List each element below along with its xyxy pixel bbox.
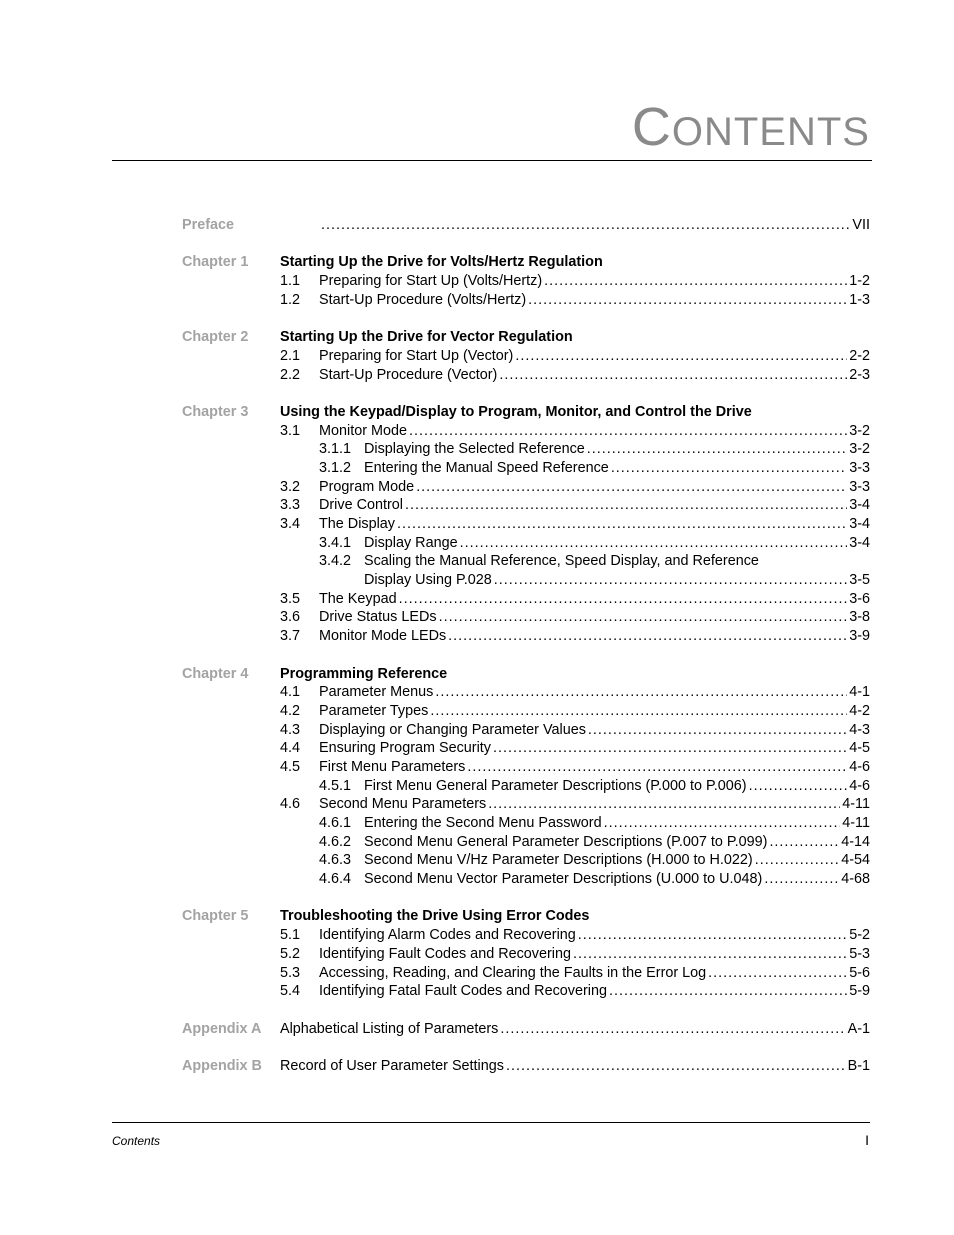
toc-entry[interactable]	[182, 721, 870, 740]
toc-section-number: 3.4	[280, 516, 301, 532]
toc-entry-title: The Keypad	[319, 590, 397, 607]
toc-section-number: 3.4.2	[319, 553, 352, 570]
toc-section-number: 4.6.3	[319, 852, 352, 869]
toc-entry-title: Entering the Second Menu Password	[364, 815, 602, 831]
footer-section-name: Contents	[112, 1134, 161, 1148]
toc-section-number: 5.1	[280, 927, 301, 944]
toc-entry[interactable]	[182, 478, 870, 497]
toc-dot-leader	[749, 777, 848, 796]
toc-page-number: 4-5	[849, 740, 870, 757]
toc-entry[interactable]	[182, 571, 870, 590]
toc-section-number: 4.6.2	[319, 833, 352, 850]
toc-entry[interactable]	[182, 1057, 870, 1076]
toc-entry[interactable]	[182, 739, 870, 758]
toc-section-label: Preface	[182, 217, 235, 233]
toc-chapter-title: Using the Keypad/Display to Program, Monitor, and Control the Drive	[280, 403, 752, 420]
toc-entry-title: Parameter Types	[319, 702, 429, 719]
toc-section-number: 3.1	[280, 422, 301, 439]
toc-dot-leader	[528, 291, 847, 310]
toc-page-number: 5-9	[849, 983, 870, 1000]
toc-entry-title: Start-Up Procedure (Vector)	[319, 366, 498, 383]
toc-entry-title: Identifying Fault Codes and Recovering	[319, 945, 571, 962]
toc-dot-leader	[493, 739, 847, 758]
toc-page-number: 2-3	[849, 366, 870, 383]
toc-spacer	[182, 889, 870, 908]
toc-dot-leader	[435, 683, 847, 702]
toc-section-number: 4.4	[280, 740, 301, 757]
toc-entry[interactable]	[182, 1020, 870, 1039]
toc-entry[interactable]	[182, 291, 870, 310]
toc-section-number: 1.1	[280, 273, 301, 290]
toc-page-number: 3-2	[849, 441, 870, 458]
footer-page-number: I	[865, 1132, 869, 1148]
toc-entry-title: Monitor Mode LEDs	[319, 628, 447, 645]
toc-page-number: 3-2	[849, 422, 870, 439]
toc-entry-title: Second Menu General Parameter Descriptions (P.007 to P.099)	[364, 833, 768, 850]
toc-section-number: 4.3	[280, 721, 301, 738]
toc-entry-title: Second Menu V/Hz Parameter Descriptions (H.000 to H.022)	[364, 852, 753, 869]
toc-dot-leader	[460, 534, 848, 553]
toc-page-number: A-1	[847, 1020, 870, 1037]
toc-page-number: 1-3	[849, 291, 870, 308]
toc-section-number: 5.2	[280, 945, 301, 962]
toc-entry-title: Second Menu Vector Parameter Descriptions (U.000 to U.048)	[364, 871, 763, 888]
toc-entry[interactable]	[182, 683, 870, 702]
toc-entry[interactable]	[182, 795, 870, 814]
toc-entry-title: Drive Control	[319, 497, 403, 514]
toc-dot-leader	[448, 627, 847, 646]
toc-entry[interactable]	[182, 964, 870, 983]
toc-entry[interactable]	[182, 347, 870, 366]
toc-chapter-heading	[182, 328, 870, 347]
toc-page-number: 3-6	[849, 590, 870, 607]
toc-section-number: 3.2	[280, 478, 301, 495]
toc-entry[interactable]	[182, 627, 870, 646]
toc-entry-title: Program Mode	[319, 478, 415, 495]
toc-section-number: 3.6	[280, 609, 301, 626]
toc-chapter-heading	[182, 907, 870, 926]
toc-section-number: 3.7	[280, 628, 301, 645]
toc-chapter-title: Starting Up the Drive for Vector Regulation	[280, 329, 573, 346]
toc-section-number: 5.3	[280, 964, 301, 981]
toc-dot-leader	[544, 272, 847, 291]
toc-entry[interactable]	[182, 702, 870, 721]
toc-entry-title: Display Range	[364, 534, 458, 551]
toc-dot-leader	[499, 366, 847, 385]
toc-entry[interactable]	[182, 758, 870, 777]
toc-page-number: 5-3	[849, 945, 870, 962]
toc-entry[interactable]	[182, 945, 870, 964]
toc-entry-title: Displaying or Changing Parameter Values	[319, 721, 586, 738]
toc-page-number: 1-2	[849, 273, 870, 290]
toc-dot-leader	[399, 590, 848, 609]
toc-entry-title: The Display	[319, 516, 395, 532]
toc-dot-leader	[439, 608, 848, 627]
toc-section-number: 3.4.1	[319, 534, 352, 551]
toc-page-number: 4-6	[849, 777, 870, 794]
toc-dot-leader	[515, 347, 847, 366]
toc-spacer	[182, 646, 870, 665]
toc-page-number: 4-14	[841, 833, 870, 850]
toc-entry[interactable]	[182, 496, 870, 515]
toc-entry-title: First Menu Parameters	[319, 758, 466, 775]
toc-entry-title: Parameter Menus	[319, 684, 434, 701]
toc-spacer	[182, 309, 870, 328]
toc-dot-leader	[430, 702, 847, 721]
toc-entry	[182, 552, 870, 571]
toc-spacer	[182, 1038, 870, 1057]
toc-entry[interactable]	[182, 459, 870, 478]
table-of-contents	[182, 216, 870, 1076]
toc-dot-leader	[708, 964, 847, 983]
toc-entry[interactable]	[182, 851, 870, 870]
toc-page-number: 3-3	[849, 459, 870, 476]
toc-section-number: 1.2	[280, 291, 301, 308]
toc-section-label: Chapter 4	[182, 665, 249, 682]
toc-entry-title: Preparing for Start Up (Volts/Hertz)	[319, 273, 543, 290]
toc-entry-title: Monitor Mode	[319, 422, 407, 439]
toc-section-label: Appendix B	[182, 1057, 262, 1074]
title-initial: C	[631, 97, 672, 157]
toc-section-number: 4.1	[280, 684, 301, 701]
toc-page-number: B-1	[847, 1057, 870, 1074]
toc-dot-leader	[587, 440, 847, 459]
toc-dot-leader	[611, 459, 847, 478]
toc-chapter-title: Programming Reference	[280, 665, 448, 682]
toc-page-number: 3-4	[849, 534, 870, 551]
toc-entry[interactable]	[182, 422, 870, 441]
toc-entry-title: Record of User Parameter Settings	[280, 1057, 504, 1074]
toc-dot-leader	[764, 870, 839, 889]
toc-section-number: 4.5	[280, 758, 301, 775]
toc-section-label: Chapter 3	[182, 403, 249, 420]
toc-entry-title: Scaling the Manual Reference, Speed Display, and Reference	[364, 553, 759, 570]
toc-entry[interactable]	[182, 608, 870, 627]
toc-page-number: 4-68	[841, 871, 870, 888]
title-divider	[112, 160, 872, 161]
toc-page-number: 4-54	[841, 852, 870, 869]
toc-page-number: 4-2	[849, 702, 870, 719]
toc-spacer	[182, 235, 870, 254]
toc-section-label: Appendix A	[182, 1020, 262, 1037]
toc-dot-leader	[467, 758, 847, 777]
toc-entry[interactable]	[182, 366, 870, 385]
toc-entry[interactable]	[182, 272, 870, 291]
page-title	[631, 97, 870, 157]
toc-entry[interactable]	[182, 534, 870, 553]
title-rest: ONTENTS	[671, 110, 870, 154]
footer-divider	[112, 1122, 870, 1123]
toc-dot-leader	[494, 571, 847, 590]
toc-dot-leader	[604, 814, 841, 833]
toc-section-label: Chapter 2	[182, 329, 249, 346]
toc-chapter-heading	[182, 403, 870, 422]
toc-entry-title: Accessing, Reading, and Clearing the Faults in the Error Log	[319, 964, 707, 981]
toc-dot-leader	[573, 945, 847, 964]
toc-page-number: 4-6	[849, 758, 870, 775]
toc-entry-title: Alphabetical Listing of Parameters	[280, 1020, 499, 1037]
toc-section-number: 4.6	[280, 796, 301, 813]
toc-spacer	[182, 384, 870, 403]
toc-entry[interactable]	[182, 440, 870, 459]
toc-section-number: 2.2	[280, 366, 301, 383]
toc-section-number: 4.2	[280, 702, 301, 719]
toc-chapter-title: Starting Up the Drive for Volts/Hertz Regulation	[280, 254, 603, 271]
toc-dot-leader	[769, 833, 839, 852]
toc-page-number: 4-3	[849, 721, 870, 738]
toc-section-label: Chapter 5	[182, 908, 249, 925]
toc-entry-title: Displaying the Selected Reference	[364, 441, 585, 458]
toc-entry[interactable]	[182, 926, 870, 945]
toc-section-number: 3.1.2	[319, 459, 352, 476]
toc-entry[interactable]	[182, 216, 870, 235]
toc-dot-leader	[609, 982, 847, 1001]
toc-dot-leader	[416, 478, 847, 497]
toc-section-label: Chapter 1	[182, 254, 249, 271]
toc-section-number: 3.1.1	[319, 441, 352, 458]
toc-entry-title: Start-Up Procedure (Volts/Hertz)	[319, 291, 527, 308]
toc-spacer	[182, 1001, 870, 1020]
toc-dot-leader	[321, 216, 850, 235]
toc-chapter-title: Troubleshooting the Drive Using Error Codes	[280, 908, 590, 925]
toc-entry-title: Drive Status LEDs	[319, 609, 437, 626]
toc-dot-leader	[755, 851, 839, 870]
toc-entry[interactable]	[182, 777, 870, 796]
toc-entry-title: Preparing for Start Up (Vector)	[319, 347, 514, 364]
toc-entry-title: Ensuring Program Security	[319, 740, 491, 757]
toc-page-number: 3-4	[849, 516, 870, 532]
toc-page-number: 3-5	[849, 572, 870, 589]
toc-entry-title: Identifying Alarm Codes and Recovering	[319, 927, 576, 944]
toc-page-number: 5-2	[849, 927, 870, 944]
toc-entry[interactable]	[182, 515, 870, 534]
toc-chapter-heading	[182, 665, 870, 684]
toc-entry-title: Entering the Manual Speed Reference	[364, 459, 609, 476]
toc-entry-title: Display Using P.028	[364, 572, 492, 589]
toc-dot-leader	[500, 1020, 845, 1039]
toc-page-number: 3-3	[849, 478, 870, 495]
toc-entry[interactable]	[182, 590, 870, 609]
toc-page-number: 5-6	[849, 964, 870, 981]
toc-entry[interactable]	[182, 833, 870, 852]
toc-page-number: 3-4	[849, 497, 870, 514]
toc-section-number: 3.3	[280, 497, 301, 514]
toc-dot-leader	[488, 795, 840, 814]
toc-page-number: 4-11	[842, 815, 870, 831]
toc-dot-leader	[405, 496, 847, 515]
toc-page-number: 2-2	[849, 347, 870, 364]
toc-entry[interactable]	[182, 814, 870, 833]
toc-section-number: 4.6.1	[319, 815, 352, 831]
toc-section-number: 4.5.1	[319, 777, 352, 794]
toc-dot-leader	[409, 422, 847, 441]
toc-page-number: 3-8	[849, 609, 870, 626]
toc-section-number: 2.1	[280, 347, 301, 364]
toc-page-number: 4-11	[842, 796, 870, 813]
toc-section-number: 5.4	[280, 983, 301, 1000]
toc-dot-leader	[397, 515, 847, 534]
toc-entry-title: Second Menu Parameters	[319, 796, 487, 813]
toc-dot-leader	[506, 1057, 846, 1076]
toc-entry-title: Identifying Fatal Fault Codes and Recovering	[319, 983, 607, 1000]
toc-section-number: 4.6.4	[319, 871, 352, 888]
toc-dot-leader	[578, 926, 847, 945]
toc-entry[interactable]	[182, 870, 870, 889]
toc-page-number: 4-1	[849, 684, 870, 701]
toc-entry[interactable]	[182, 982, 870, 1001]
toc-section-number: 3.5	[280, 590, 301, 607]
toc-chapter-heading	[182, 253, 870, 272]
toc-dot-leader	[588, 721, 847, 740]
toc-page-number: VII	[852, 217, 870, 233]
toc-entry-title: First Menu General Parameter Descriptions (P.000 to P.006)	[364, 777, 747, 794]
toc-page-number: 3-9	[849, 628, 870, 645]
